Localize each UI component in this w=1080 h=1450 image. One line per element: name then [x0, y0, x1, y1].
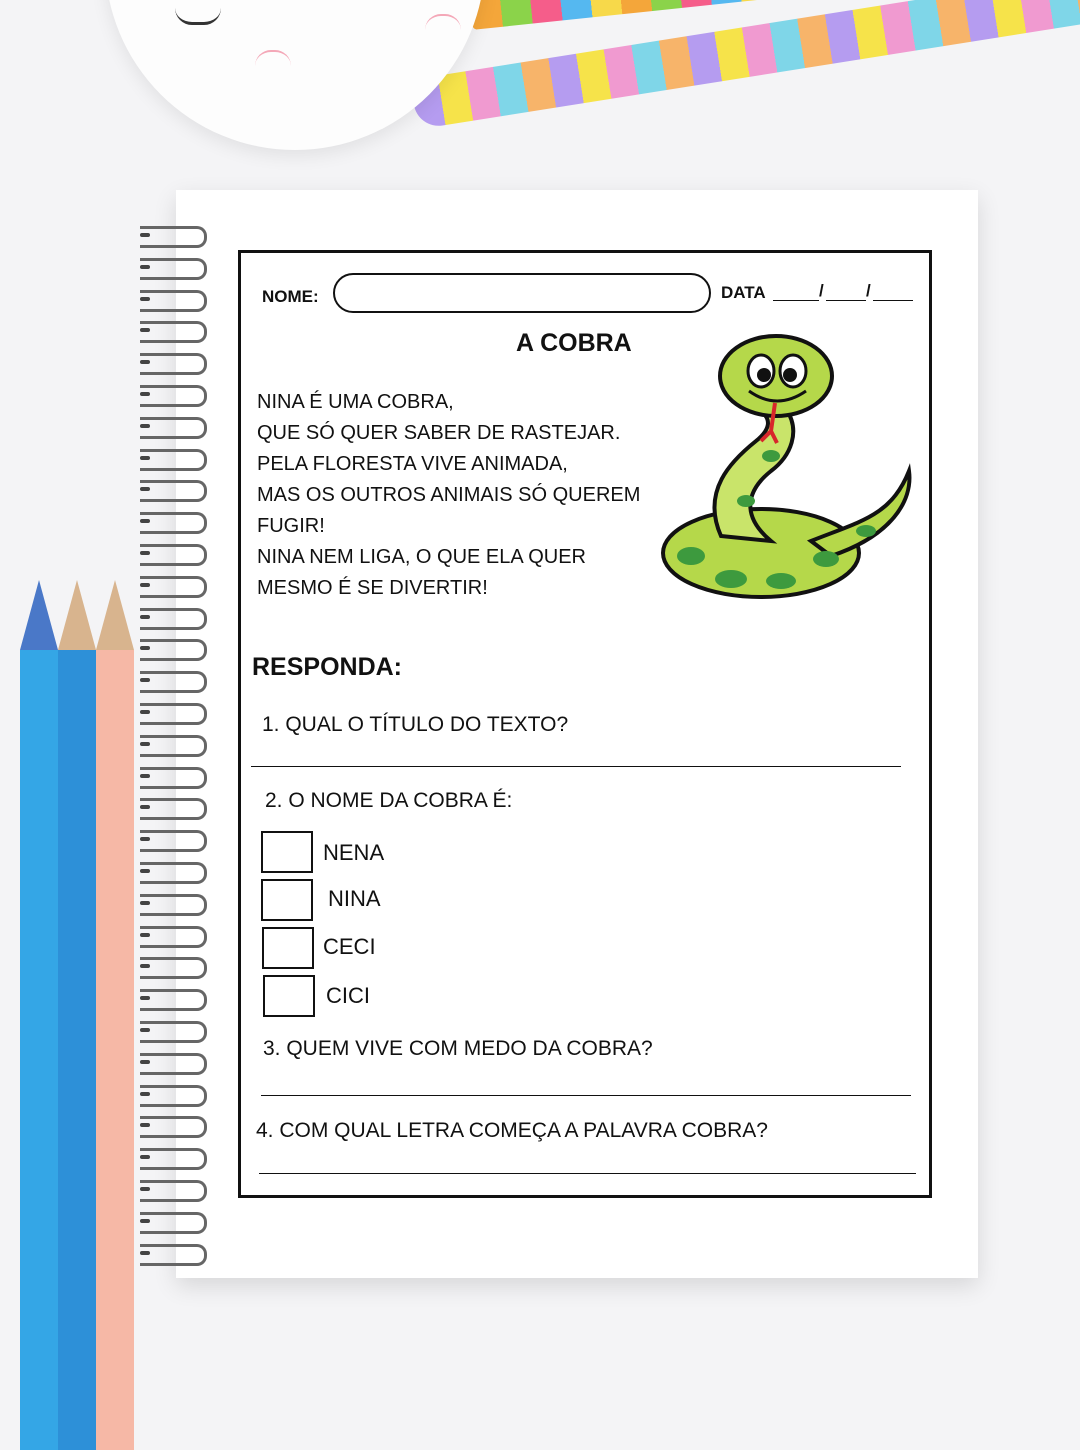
poem-line: NINA NEM LIGA, O QUE ELA QUER — [257, 546, 586, 568]
checkbox-cici[interactable] — [263, 975, 315, 1017]
spiral-ring — [140, 417, 207, 439]
name-label: NOME: — [262, 287, 319, 306]
spiral-ring — [140, 798, 207, 820]
spiral-ring — [140, 385, 207, 407]
spiral-ring — [140, 512, 207, 534]
option-label: CECI — [323, 934, 376, 959]
spiral-ring — [140, 1116, 207, 1138]
option-label: NENA — [323, 840, 385, 865]
blue-pencil — [20, 580, 58, 1450]
poem-line: QUE SÓ QUER SABER DE RASTEJAR. — [257, 422, 621, 444]
checkbox-ceci[interactable] — [262, 927, 314, 969]
poem-line: MESMO É SE DIVERTIR! — [257, 577, 488, 599]
question-3: 3. QUEM VIVE COM MEDO DA COBRA? — [263, 1037, 653, 1060]
poem-text — [257, 387, 697, 604]
pink-pencil — [96, 580, 134, 1450]
name-field[interactable] — [333, 273, 711, 313]
checkbox-nina[interactable] — [261, 879, 313, 921]
spiral-ring — [140, 735, 207, 757]
option-label: CICI — [326, 983, 370, 1008]
spiral-ring — [140, 1053, 207, 1075]
date-label: DATA — [721, 283, 766, 302]
spiral-ring — [140, 353, 207, 375]
question-4: 4. COM QUAL LETRA COMEÇA A PALAVRA COBRA? — [256, 1119, 768, 1142]
spiral-ring — [140, 290, 207, 312]
worksheet — [238, 250, 932, 1198]
spiral-ring — [140, 957, 207, 979]
answer-line-3[interactable] — [261, 1095, 911, 1096]
spiral-ring — [140, 226, 207, 248]
answer-line-4[interactable] — [259, 1173, 916, 1174]
spiral-ring — [140, 639, 207, 661]
answer-line-1[interactable] — [251, 766, 901, 767]
mug-cheek — [425, 14, 461, 30]
spiral-ring — [140, 830, 207, 852]
spiral-ring — [140, 1180, 207, 1202]
spiral-ring — [140, 608, 207, 630]
page-title: A COBRA — [516, 329, 632, 357]
spiral-ring — [140, 1021, 207, 1043]
spiral-ring — [140, 989, 207, 1011]
spiral-ring — [140, 544, 207, 566]
spiral-ring — [140, 321, 207, 343]
date-separator: / — [819, 281, 824, 300]
date-separator: / — [866, 281, 871, 300]
date-year-field[interactable] — [873, 300, 913, 301]
spiral-ring — [140, 1212, 207, 1234]
mug-cheek — [255, 50, 291, 66]
unicorn-mug — [105, 0, 485, 150]
spiral-ring — [140, 894, 207, 916]
poem-line: FUGIR! — [257, 515, 325, 537]
spiral-ring — [140, 767, 207, 789]
spiral-ring — [140, 703, 207, 725]
spiral-ring — [140, 449, 207, 471]
poem-line: MAS OS OUTROS ANIMAIS SÓ QUEREM — [257, 484, 641, 506]
spiral-ring — [140, 671, 207, 693]
spiral-ring — [140, 1244, 207, 1266]
spiral-ring — [140, 480, 207, 502]
date-month-field[interactable] — [826, 300, 866, 301]
poem-line: PELA FLORESTA VIVE ANIMADA, — [257, 453, 568, 475]
snake-illustration-icon — [661, 331, 923, 607]
spiral-ring — [140, 1148, 207, 1170]
spiral-ring — [140, 258, 207, 280]
spiral-ring — [140, 862, 207, 884]
blue-pencil — [58, 580, 96, 1450]
spiral-ring — [140, 1085, 207, 1107]
checkbox-nena[interactable] — [261, 831, 313, 873]
mug-eye-icon — [175, 8, 221, 25]
spiral-binding — [140, 226, 220, 1266]
question-2: 2. O NOME DA COBRA É: — [265, 789, 513, 812]
question-1: 1. QUAL O TÍTULO DO TEXTO? — [262, 713, 569, 736]
spiral-ring — [140, 926, 207, 948]
date-day-field[interactable] — [773, 300, 819, 301]
option-label: NINA — [328, 886, 381, 911]
responda-heading: RESPONDA: — [252, 653, 403, 681]
poem-line: NINA É UMA COBRA, — [257, 391, 454, 413]
spiral-ring — [140, 576, 207, 598]
